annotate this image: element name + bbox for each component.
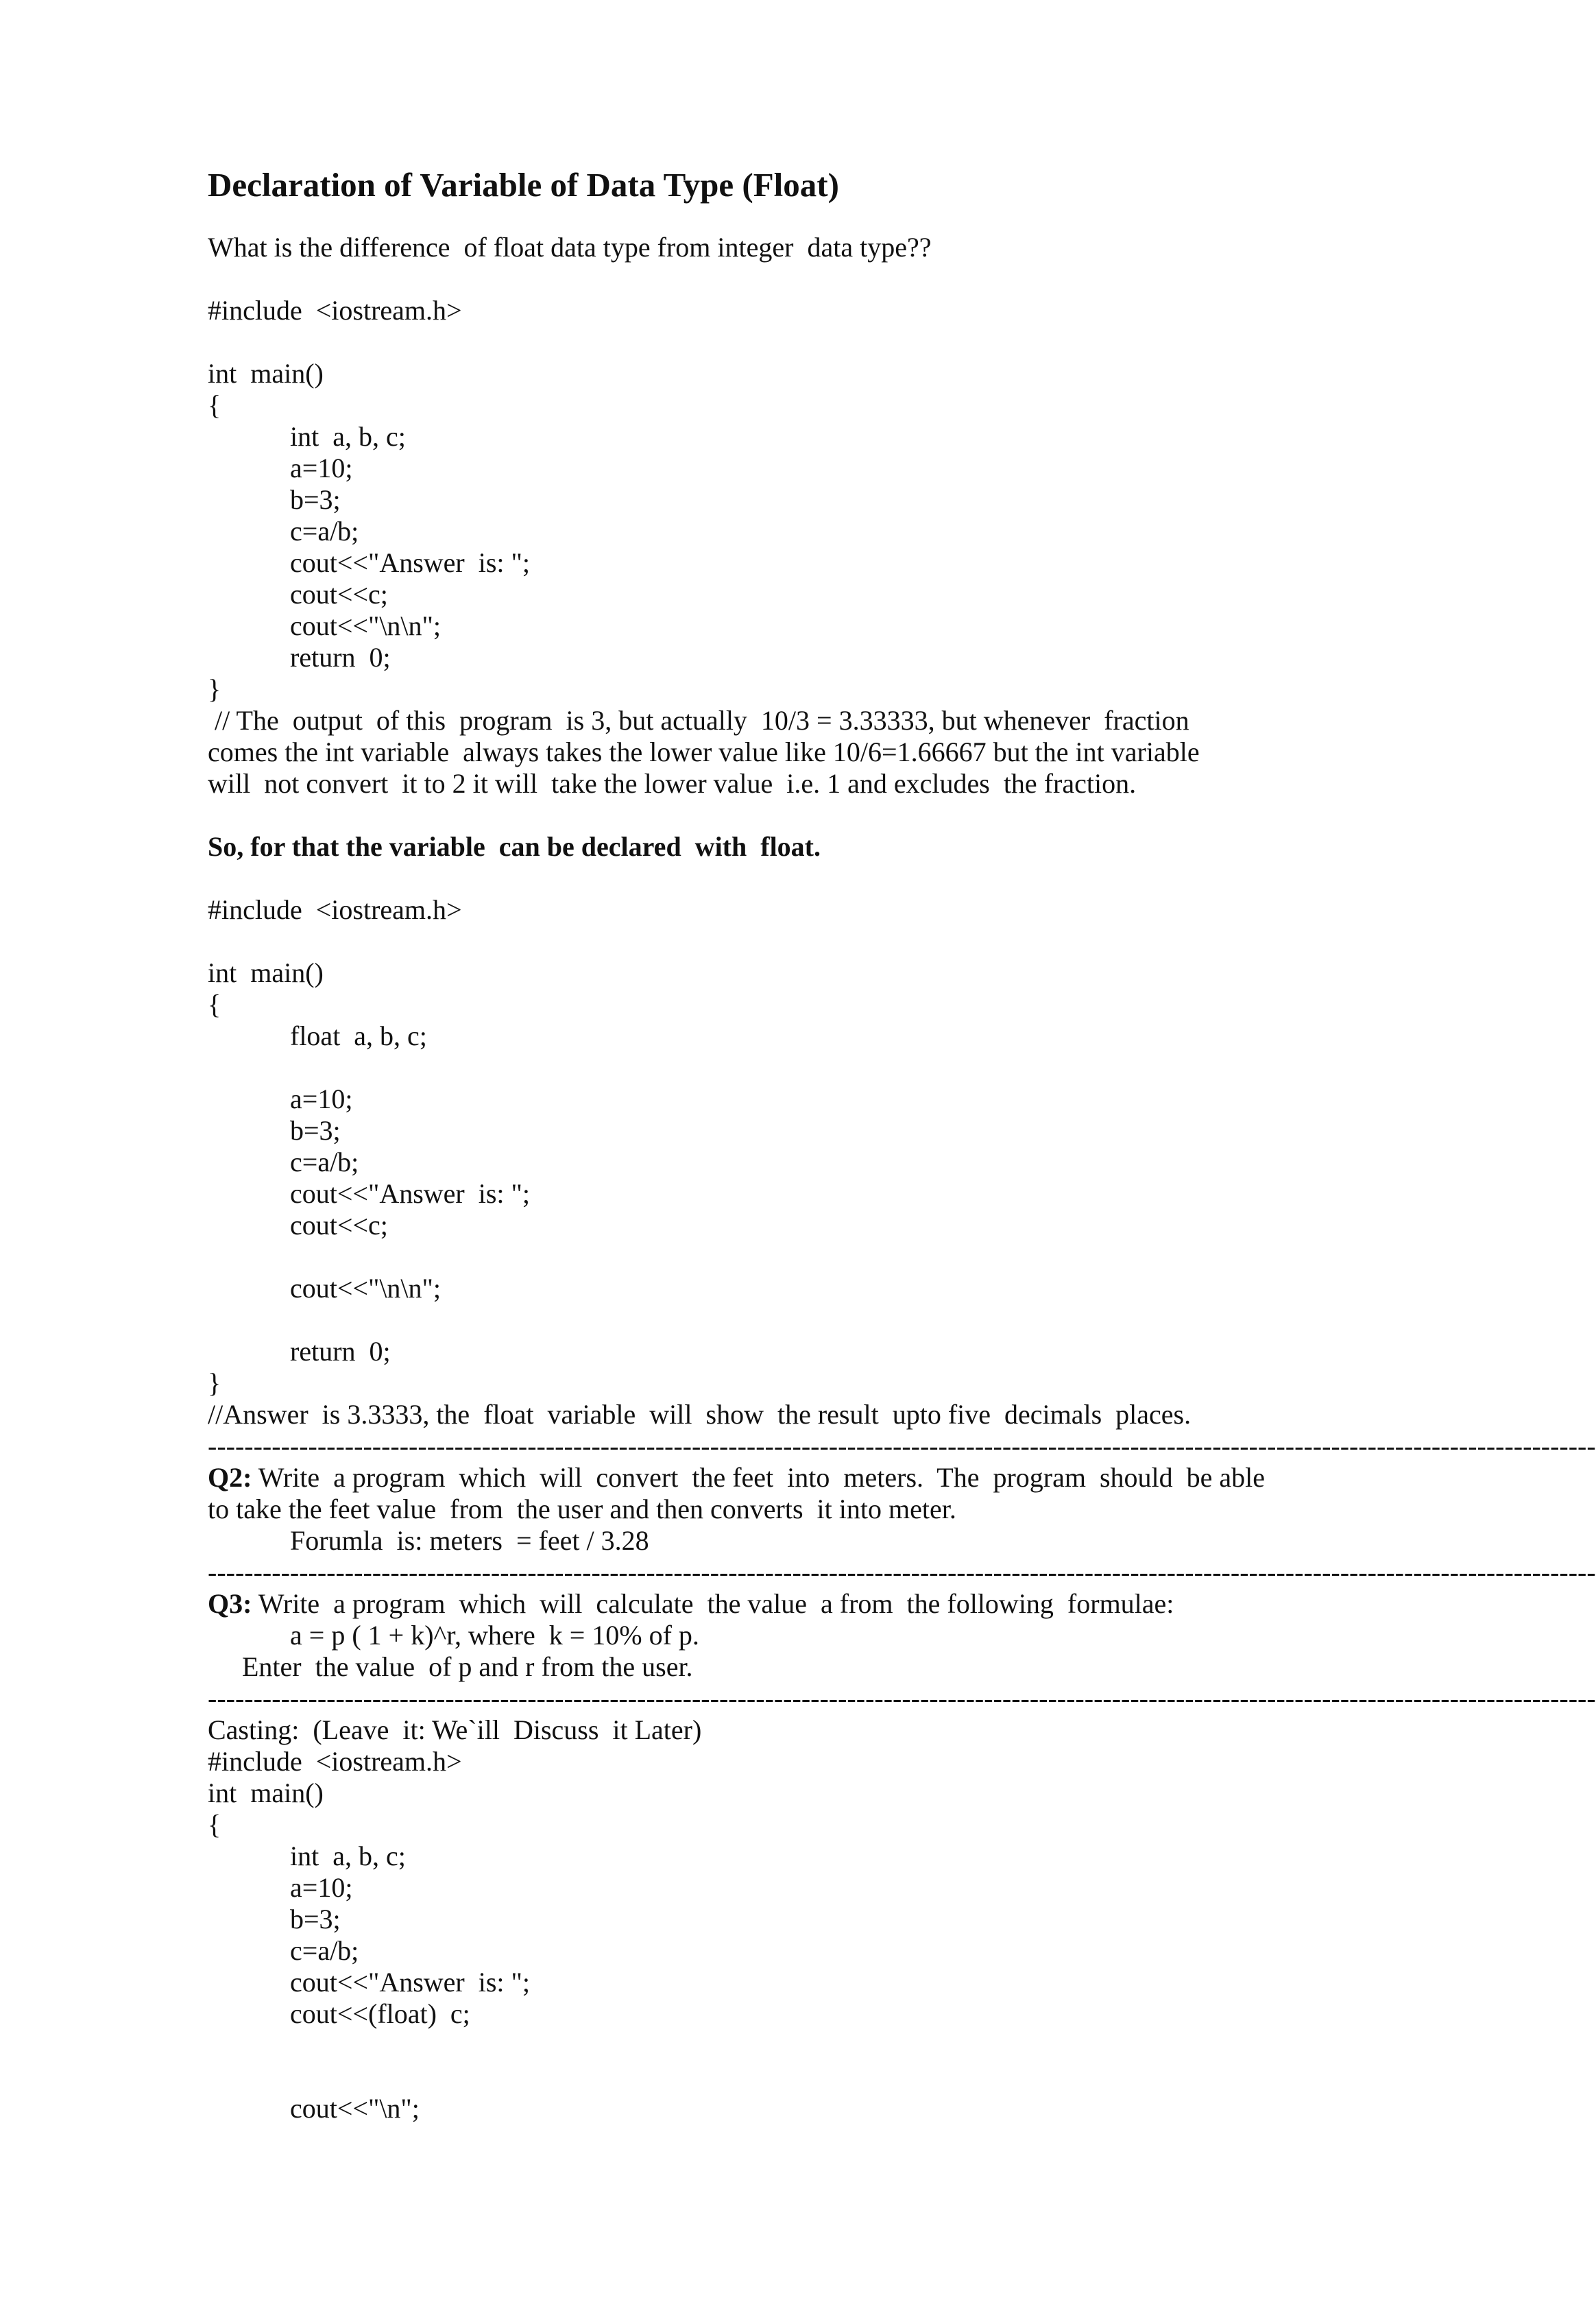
code-line: b=3; <box>290 1115 341 1146</box>
code-line: c=a/b; <box>290 1147 359 1177</box>
code-close-brace: } <box>208 1367 221 1398</box>
code-line: cout<<(float) c; <box>290 1998 470 2029</box>
code-line: cout<<"\n"; <box>290 2093 420 2124</box>
casting-heading: Casting: (Leave it: We`ill Discuss it Later) <box>208 1714 702 1745</box>
document-page <box>208 158 1596 2124</box>
q3-text: Write a program which will calculate the value a from the following formulae: <box>252 1588 1174 1619</box>
code-line: cout<<"Answer is: "; <box>290 1178 530 1209</box>
code-line: cout<<"\n\n"; <box>290 1273 441 1304</box>
answer-comment: //Answer is 3.3333, the float variable will show the result upto five decimals places. <box>208 1399 1192 1430</box>
spacer <box>208 2061 1222 2093</box>
comment-line: will not convert it to 2 it will take the lower value i.e. 1 and excludes the fraction. <box>208 768 1137 799</box>
code-line: b=3; <box>290 1904 341 1934</box>
q3-formula: a = p ( 1 + k)^r, where k = 10% of p. <box>290 1620 699 1651</box>
spacer <box>208 1241 1222 1273</box>
spacer <box>208 2030 1222 2061</box>
code-line: c=a/b; <box>290 1935 359 1966</box>
code-line: a=10; <box>290 453 353 483</box>
question-text: What is the difference of float data type from integer data type?? <box>208 232 932 263</box>
code-main: int main() <box>208 358 324 389</box>
code-include: #include <iostream.h> <box>208 894 462 925</box>
code-line: cout<<c; <box>290 1210 388 1241</box>
code-main: int main() <box>208 957 324 988</box>
float-heading: So, for that the variable can be declared with float. <box>208 831 821 862</box>
code-line: return 0; <box>290 1336 391 1367</box>
code-line: a=10; <box>290 1872 353 1903</box>
comment-line: // The output of this program is 3, but actually 10/3 = 3.33333, but whenever fraction <box>208 705 1189 736</box>
code-line: int a, b, c; <box>290 1841 406 1871</box>
code-open-brace: { <box>208 390 221 420</box>
code-line: cout<<c; <box>290 579 388 610</box>
code-include: #include <iostream.h> <box>208 295 462 326</box>
q3-enter: Enter the value of p and r from the user. <box>242 1651 693 1682</box>
code-line: return 0; <box>290 642 391 673</box>
divider-line: -------------------------------------------------------------------------------------------------------------------------------------------------------- <box>208 1683 1596 1714</box>
code-close-brace: } <box>208 673 221 704</box>
spacer <box>208 1304 1222 1336</box>
code-line: int a, b, c; <box>290 421 406 452</box>
spacer <box>208 263 1222 295</box>
code-line: float a, b, c; <box>290 1020 427 1051</box>
code-line: a=10; <box>290 1083 353 1114</box>
code-line: cout<<"\n\n"; <box>290 610 441 641</box>
spacer <box>208 1052 1222 1083</box>
code-line: cout<<"Answer is: "; <box>290 1967 530 1998</box>
q3-label: Q3: <box>208 1588 252 1619</box>
page-title: Declaration of Variable of Data Type (Float) <box>208 166 839 204</box>
q2-text: Write a program which will convert the feet into meters. The program should be able <box>252 1462 1266 1493</box>
code-open-brace: { <box>208 1809 221 1840</box>
q2-line <box>208 1462 1266 1494</box>
spacer <box>208 326 1222 358</box>
divider-line: -------------------------------------------------------------------------------------------------------------------------------------------------------- <box>208 1430 1596 1461</box>
spacer <box>208 800 1222 831</box>
code-include: #include <iostream.h> <box>208 1746 462 1777</box>
code-main: int main() <box>208 1777 324 1808</box>
code-open-brace: { <box>208 989 221 1020</box>
spacer <box>208 926 1222 957</box>
spacer <box>208 863 1222 894</box>
q2-formula: Forumla is: meters = feet / 3.28 <box>290 1525 649 1556</box>
code-line: c=a/b; <box>290 516 359 547</box>
q3-line <box>208 1588 1222 1620</box>
divider-line: -------------------------------------------------------------------------------------------------------------------------------------------------------- <box>208 1557 1596 1587</box>
q2-line: to take the feet value from the user and then converts it into meter. <box>208 1494 956 1524</box>
code-line: b=3; <box>290 484 341 515</box>
comment-line: comes the int variable always takes the lower value like 10/6=1.66667 but the int variable <box>208 736 1200 767</box>
code-line: cout<<"Answer is: "; <box>290 547 530 578</box>
q2-label: Q2: <box>208 1462 252 1493</box>
